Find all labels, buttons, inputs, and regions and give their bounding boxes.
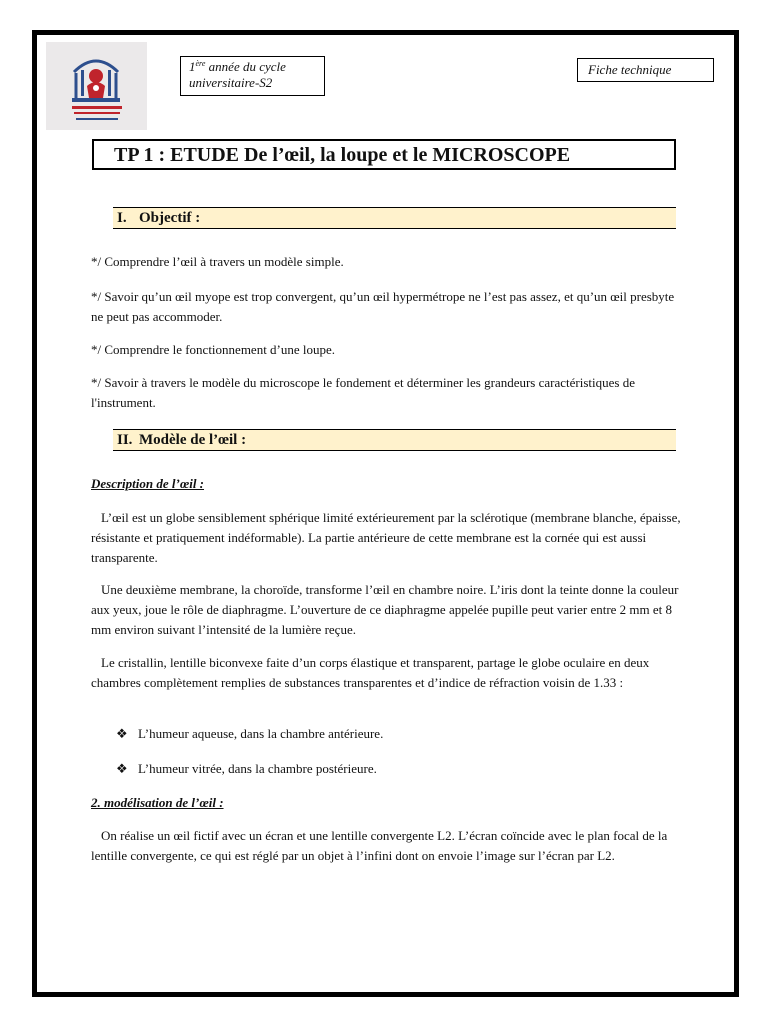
- cycle-label-box: [180, 56, 325, 96]
- list-item: [116, 725, 383, 743]
- description-paragraph: Une deuxième membrane, la choroïde, transforme l’œil en chambre noire. L’iris dont la teinte donne la couleur aux yeux, joue le rôle de diaphragme. L’ouverture de ce diaphragme appelée pupille peut varier entre 2 mm et 8 mm environ suivant l’intensité de la lumière reçue.: [91, 582, 679, 637]
- section-label: Objectif :: [139, 210, 201, 226]
- cycle-ordinal: 1: [189, 59, 196, 74]
- objectif-item: */ Savoir qu’un œil myope est trop convergent, qu’un œil hypermétrope ne l’est pas assez, et qu’un œil presbyte ne peut pas accommoder.: [91, 289, 675, 324]
- section-objectif-heading: [113, 207, 676, 229]
- diamond-bullet-icon: ❖: [116, 761, 128, 776]
- fiche-label: Fiche technique: [588, 62, 672, 77]
- modelisation-heading: 2. modélisation de l’œil :: [91, 795, 224, 810]
- description-paragraph: L’œil est un globe sensiblement sphérique limité extérieurement par la sclérotique (membrane blanche, épaisse, résistante et pratiquement indéformable). La partie antérieure de cette membrane est la cornée qui est aussi transparente.: [91, 510, 681, 565]
- cycle-line2: universitaire-S2: [189, 75, 273, 90]
- document-title: [92, 139, 676, 170]
- section-number: II.: [117, 432, 133, 448]
- description-heading: Description de l’œil :: [91, 476, 205, 491]
- section-number: I.: [117, 210, 127, 226]
- list-item-text: L’humeur aqueuse, dans la chambre antérieure.: [138, 726, 384, 741]
- cycle-ordinal-suffix: ère: [195, 59, 206, 68]
- title-text: TP 1 : ETUDE De l’œil, la loupe et le MICROSCOPE: [114, 144, 571, 166]
- diamond-bullet-icon: ❖: [116, 726, 128, 741]
- modelisation-paragraph: On réalise un œil fictif avec un écran et une lentille convergente L2. L’écran coïncide avec le plan focal de la lentille convergente, ce qui est réglé par un objet à l’infini dont on envoie l’image sur l’écran par L2.: [91, 828, 668, 863]
- objectif-item: */ Comprendre le fonctionnement d’une loupe.: [91, 342, 336, 357]
- list-item: [116, 760, 377, 778]
- fiche-technique-box: [577, 58, 714, 82]
- objectif-item: */ Comprendre l’œil à travers un modèle simple.: [91, 254, 344, 269]
- list-item-text: L’humeur vitrée, dans la chambre postérieure.: [138, 761, 377, 776]
- cycle-line1: année du cycle: [208, 59, 286, 74]
- school-logo: [46, 42, 147, 130]
- section-modele-heading: [113, 429, 676, 451]
- description-paragraph: Le cristallin, lentille biconvexe faite d’un corps élastique et transparent, partage le globe oculaire en deux chambres complètement remplies de substances transparentes et d’indice de réfraction voisin de 1.33 :: [91, 655, 650, 690]
- section-label: Modèle de l’œil :: [139, 432, 247, 448]
- objectif-item: */ Savoir à travers le modèle du microscope le fondement et déterminer les grandeurs caractéristiques de l'instrument.: [91, 375, 635, 410]
